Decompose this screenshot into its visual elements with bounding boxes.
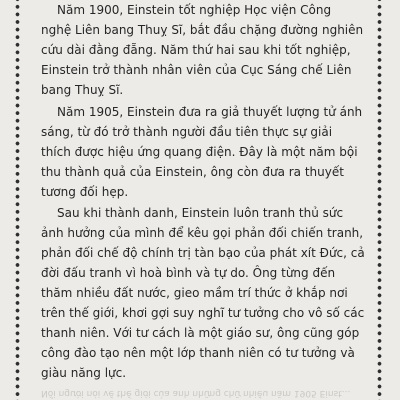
paragraph-2: Năm 1905, Einstein đưa ra giả thuyết lượng tử ánh sáng, từ đó trở thành người đầu tiên thực sự giải thích được hiệu ứng quang điện. Đây là một năm bội thu thành quả của Einstein, ông còn đưa ra thuyết tương đối hẹp. — [41, 105, 363, 199]
left-dotted-border — [14, 0, 21, 400]
paragraph-3: Sau khi thành danh, Einstein luôn tranh thủ sức ảnh hưởng của mình để kêu gọi phản đối chiến tranh, phản đối chế độ chính trị tàn bạo của phát xít Đức, cả đời đấu tranh vì hoà bình và tự do. Ông từng đến thăm nhiều đất nước, gieo mầm trí thức ở khắp nơi trên thế giới, khơi gợi suy nghĩ tư tưởng cho vô số các thanh niên. Với tư cách là một giáo sư, ông cũng góp công đào tạo nên một lớp thanh niên có tư tưởng và giàu năng lực. — [41, 206, 365, 380]
right-dotted-border — [376, 0, 383, 400]
body-text — [41, 0, 365, 383]
paragraph-1: Năm 1900, Einstein tốt nghiệp Học viện Công nghệ Liên bang Thuỵ Sĩ, bắt đầu chặng đường nghiên cứu dài đằng đẵng. Năm thứ hai sau khi tốt nghiệp, Einstein trở thành nhân viên của Cục Sáng chế Liên bang Thuỵ Sĩ. — [41, 3, 364, 97]
bleed-through-text: Nổi người nói về thế giới của anh những chữ nhiều năm 1905 Einst... — [41, 388, 351, 398]
